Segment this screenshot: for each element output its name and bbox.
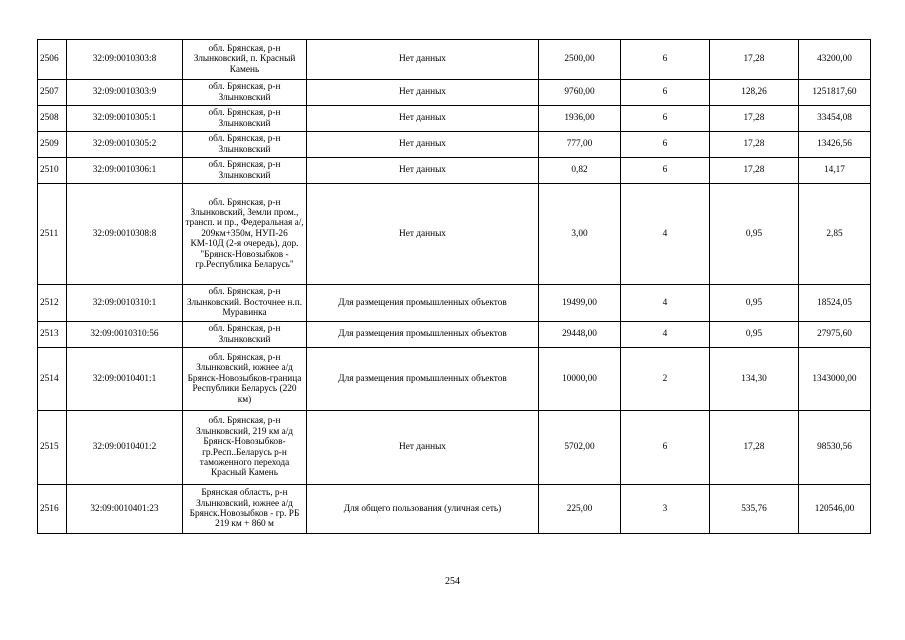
group: 6 [621,132,710,158]
table-row [38,158,871,184]
permitted-use: Нет данных [307,80,539,106]
permitted-use: Нет данных [307,132,539,158]
area: 9760,00 [539,80,621,106]
table-row [38,285,871,322]
area: 29448,00 [539,322,621,348]
address: обл. Брянская, р-н Злынковский [183,106,307,132]
group: 6 [621,80,710,106]
address: Брянская область, р-н Злынковский, южнее а/д Брянск.Новозыбков - гр. РБ 219 км + 860 м [183,485,307,534]
permitted-use: Нет данных [307,184,539,285]
table-row [38,106,871,132]
cadastral-value: 13426,56 [799,132,871,158]
cadastral-number: 32:09:0010303:9 [67,80,183,106]
cadastral-number: 32:09:0010401:23 [67,485,183,534]
cadastral-value: 14,17 [799,158,871,184]
cadastral-value: 2,85 [799,184,871,285]
area: 2500,00 [539,40,621,80]
table-row [38,322,871,348]
table-row [38,411,871,485]
cadastral-value: 18524,05 [799,285,871,322]
area: 225,00 [539,485,621,534]
rate: 17,28 [710,106,799,132]
rate: 134,30 [710,348,799,411]
rate: 0,95 [710,184,799,285]
row-number: 2515 [38,411,67,485]
rate: 17,28 [710,158,799,184]
cadastral-value: 1251817,60 [799,80,871,106]
permitted-use: Для размещения промышленных объектов [307,322,539,348]
address: обл. Брянская, р-н Злынковский [183,158,307,184]
permitted-use: Для общего пользования (уличная сеть) [307,485,539,534]
row-number: 2512 [38,285,67,322]
row-number: 2511 [38,184,67,285]
cadastral-value: 98530,56 [799,411,871,485]
area: 10000,00 [539,348,621,411]
cadastral-number: 32:09:0010401:2 [67,411,183,485]
group: 6 [621,411,710,485]
row-number: 2506 [38,40,67,80]
address: обл. Брянская, р-н Злынковский, 219 км а/д Брянск-Новозыбков-гр.Респ..Беларусь р-н таможенного перехода Красный Камень [183,411,307,485]
group: 2 [621,348,710,411]
area: 0,82 [539,158,621,184]
group: 6 [621,40,710,80]
cadastral-number: 32:09:0010308:8 [67,184,183,285]
table-row [38,348,871,411]
row-number: 2507 [38,80,67,106]
cadastral-number: 32:09:0010303:8 [67,40,183,80]
table-row [38,184,871,285]
cadastral-value: 43200,00 [799,40,871,80]
area: 19499,00 [539,285,621,322]
area: 3,00 [539,184,621,285]
table-row [38,40,871,80]
area: 5702,00 [539,411,621,485]
address: обл. Брянская, р-н Злынковский, п. Красный Камень [183,40,307,80]
page-number: 254 [445,576,460,587]
cadastral-number: 32:09:0010310:1 [67,285,183,322]
address: обл. Брянская, р-н Злынковский [183,322,307,348]
cadastral-number: 32:09:0010305:1 [67,106,183,132]
permitted-use: Для размещения промышленных объектов [307,285,539,322]
group: 3 [621,485,710,534]
row-number: 2514 [38,348,67,411]
rate: 0,95 [710,322,799,348]
group: 6 [621,106,710,132]
area: 777,00 [539,132,621,158]
row-number: 2509 [38,132,67,158]
cadastral-value: 33454,08 [799,106,871,132]
cadastral-number: 32:09:0010401:1 [67,348,183,411]
group: 6 [621,158,710,184]
rate: 17,28 [710,132,799,158]
land-registry-table [37,39,871,534]
address: обл. Брянская, р-н Злынковский. Восточнее н.п. Муравинка [183,285,307,322]
cadastral-number: 32:09:0010310:56 [67,322,183,348]
table-row [38,132,871,158]
row-number: 2510 [38,158,67,184]
permitted-use: Нет данных [307,411,539,485]
table-body [38,40,871,534]
cadastral-value: 1343000,00 [799,348,871,411]
rate: 128,26 [710,80,799,106]
cadastral-value: 27975,60 [799,322,871,348]
rate: 17,28 [710,411,799,485]
area: 1936,00 [539,106,621,132]
group: 4 [621,184,710,285]
address: обл. Брянская, р-н Злынковский, южнее а/д Брянск-Новозыбков-граница Республики Беларусь (220 км) [183,348,307,411]
table-row [38,80,871,106]
row-number: 2513 [38,322,67,348]
permitted-use: Для размещения промышленных объектов [307,348,539,411]
row-number: 2516 [38,485,67,534]
rate: 0,95 [710,285,799,322]
permitted-use: Нет данных [307,40,539,80]
cadastral-value: 120546,00 [799,485,871,534]
rate: 535,76 [710,485,799,534]
address: обл. Брянская, р-н Злынковский [183,132,307,158]
cadastral-number: 32:09:0010306:1 [67,158,183,184]
permitted-use: Нет данных [307,106,539,132]
address: обл. Брянская, р-н Злынковский, Земли пром., трансп. и пр., Федеральная а/, 209км+350м, НУП-26 КМ-10Д (2-я очередь), дор. "Брянск-Новозыбков - гр.Республика Беларусь" [183,184,307,285]
address: обл. Брянская, р-н Злынковский [183,80,307,106]
table-row [38,485,871,534]
rate: 17,28 [710,40,799,80]
permitted-use: Нет данных [307,158,539,184]
cadastral-number: 32:09:0010305:2 [67,132,183,158]
group: 4 [621,322,710,348]
group: 4 [621,285,710,322]
row-number: 2508 [38,106,67,132]
